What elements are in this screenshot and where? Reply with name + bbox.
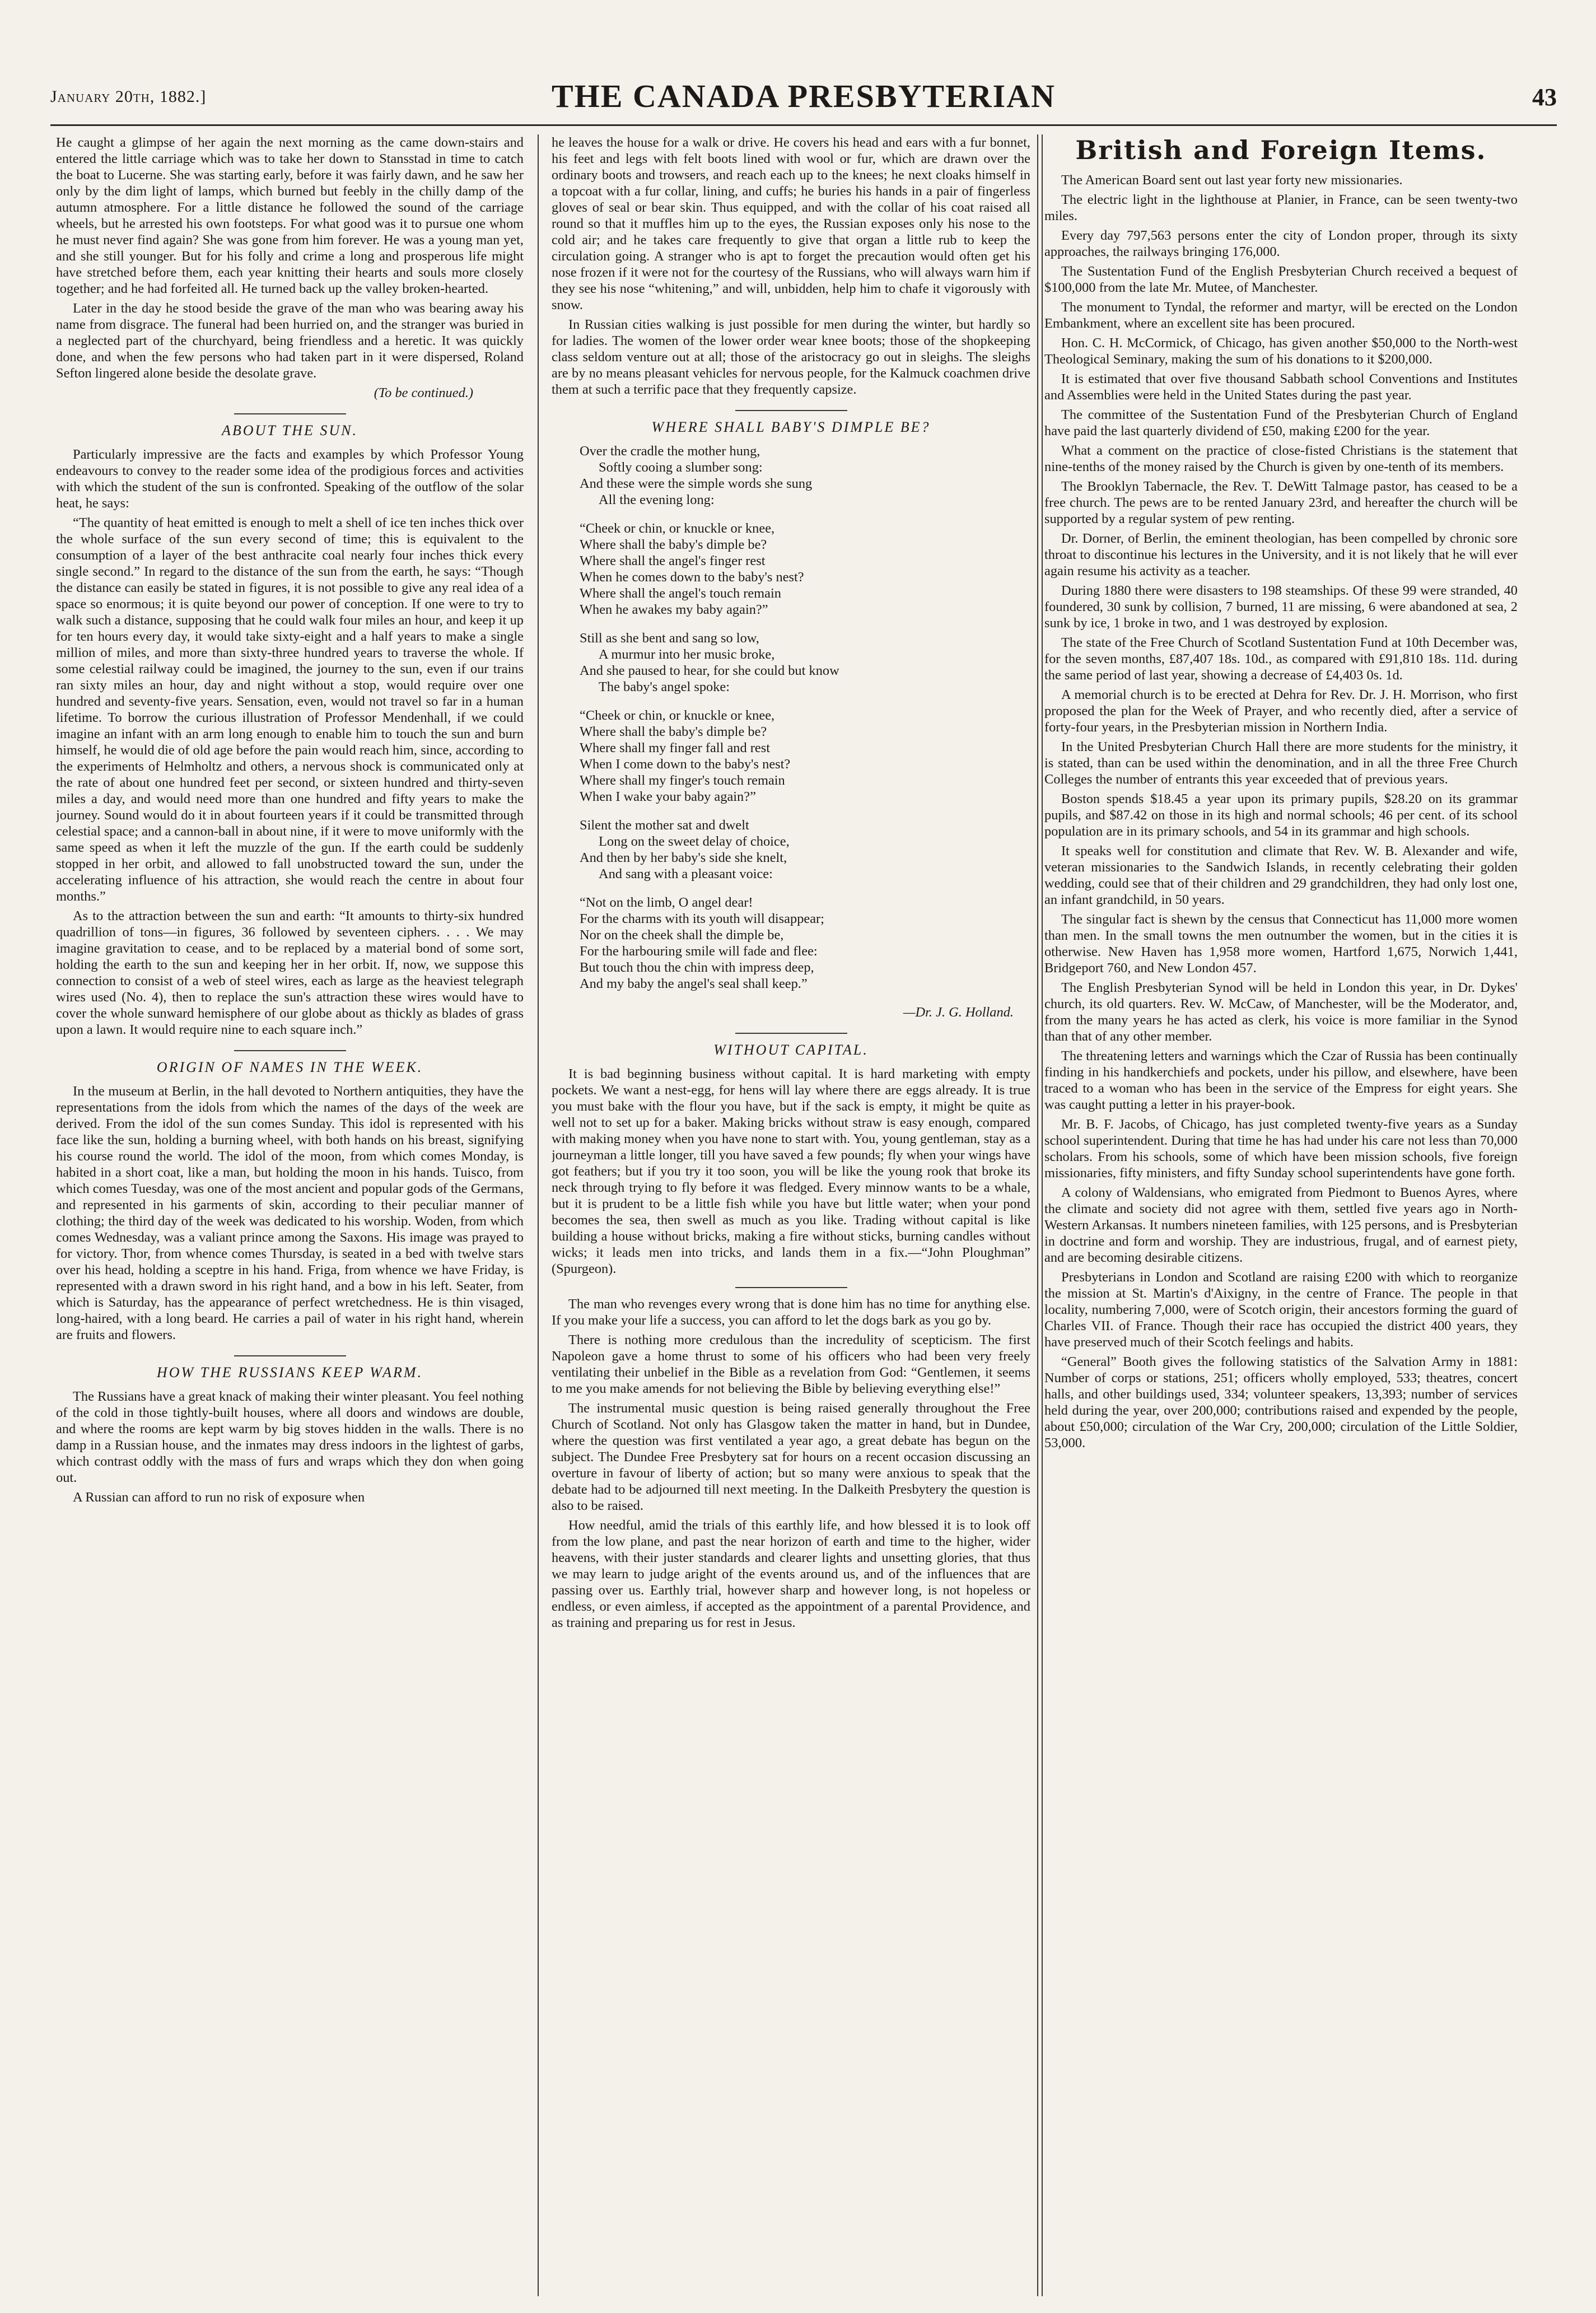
news-item: It speaks well for constitution and climate that Rev. W. B. Alexander and wife, veteran missionaries to the Sandwich Islands, in recently celebrating their golden wedding, could see that of their children and 29 grandchildren, they had only lost one, an infant grandchild, in 50 years. [1044,843,1518,907]
news-item: The committee of the Sustentation Fund of the Presbyterian Church of England have paid the last quarterly dividend of £50, making £200 for the year. [1044,407,1518,439]
poem-title: WHERE SHALL BABY'S DIMPLE BE? [552,410,1030,435]
poem-line: The baby's angel spoke: [599,679,730,694]
news-item: What a comment on the practice of close-fisted Christians is the statement that nine-tenths of the money raised by the Church is given by one-tenth of its members. [1044,443,1518,474]
page-number: 43 [1532,83,1557,111]
news-item: The electric light in the lighthouse at Planier, in France, can be seen twenty-two miles. [1044,192,1518,223]
news-item: The threatening letters and warnings which the Czar of Russia has been continually finding in his handkerchiefs and pockets, under his pillow, and elsewhere, have been traced to a woman who has been in the service of the Empress for eight years. She was caught putting a letter in his prayer-book. [1044,1048,1518,1112]
poem-stanza [580,443,1030,508]
news-item: The monument to Tyndal, the reformer and martyr, will be erected on the London Embankment, where an excellent site has been procured. [1044,300,1518,331]
page-header [50,77,1557,116]
poem-line: Long on the sweet delay of choice, [599,834,790,849]
poem-line: Where shall the baby's dimple be? [580,724,767,739]
poem-line: But touch thou the chin with impress deep, [580,960,814,975]
story-paragraph: Later in the day he stood beside the grave of the man who was bearing away his name from disgrace. The funeral had been hurried on, and the stranger was buried in a neglected part of the churchyard, being friendless and a heretic. It was quickly done, and when the few persons who had taken part in it were dispersed, Roland Sefton lingered alone beside the desolate grave. [56,301,524,381]
misc-paragraph: How needful, amid the trials of this earthly life, and how blessed it is to look off from the low plane, and past the near horizon of earth and time to the higher, wider heavens, with their juster standards and clearer lights and unsetting glories, that thus we may learn to judge aright of the events around us, and of the influences that are passing over us. Earthly trial, however sharp and however long, is not hopeless or endless, or even aimless, if accepted as the appointment of a parental Providence, and as training and preparing us for rest in Jesus. [552,1518,1030,1630]
poem-line: For the harbouring smile will fade and flee: [580,944,818,959]
misc-paragraph: The instrumental music question is being raised generally throughout the Free Church of Scotland. Not only has Glasgow taken the matter in hand, but in Dundee, where the question was first ventilated a year ago, a great debate has begun on the subject. The Dundee Free Presbytery sat for hours on a recent occasion discussing an overture in favour of liberty of action; but so many were anxious to speak that the debate had to be adjourned till next meeting. In the Dalkeith Presbytery the question is also to be raised. [552,1401,1030,1513]
poem-line: Silent the mother sat and dwelt [580,818,749,833]
poem-line: Softly cooing a slumber song: [599,460,763,475]
column-3 [1044,134,1518,2296]
poem-line: “Cheek or chin, or knuckle or knee, [580,521,775,536]
article-paragraph: The Russians have a great knack of making their winter pleasant. You feel nothing of the cold in those tightly-built houses, where all doors and windows are double, and where the rooms are kept warm by big stoves hidden in the walls. There is no damp in a Russian house, and the inmates may dress indoors in the lightest of garbs, which contrast oddly with the mass of furs and wraps which they don when going out. [56,1389,524,1485]
poem-line: For the charms with its youth will disappear; [580,911,824,926]
news-item: “General” Booth gives the following statistics of the Salvation Army in 1881: Number of corps or stations, 251; officers wholly employed, 533; theatres, concert halls, and other buildings used, 334; volunteer speakers, 13,393; number of services held during the year, over 200,000; contributions raised and expended by the people, about £50,000; circulation of the War Cry, 200,000; circulation of the Little Soldier, 53,000. [1044,1354,1518,1451]
article-paragraph: A Russian can afford to run no risk of exposure when [73,1490,365,1505]
poem-stanza [580,894,1030,992]
news-item: A colony of Waldensians, who emigrated from Piedmont to Buenos Ayres, where the climate and society did not agree with them, settled five years ago in North-Western Arkansas. It numbers nineteen families, with 125 persons, and is Presbyterian in doctrine and form and worship. They are industrious, frugal, and of earnest piety, and are becoming desirable citizens. [1044,1185,1518,1265]
misc-paragraph: There is nothing more credulous than the incredulity of scepticism. The first Napoleon gave a home thrust to some of his officers who had been very freely ventilating their unbelief in the Bible as a revelation from God: “Gentlemen, it seems to me you make amends for not believing the Bible by believing everything else!” [552,1332,1030,1396]
poem-line: And my baby the angel's seal shall keep.” [580,976,808,991]
column-divider [1037,134,1038,2296]
poem-line: Still as she bent and sang so low, [580,631,759,646]
poem-line: And then by her baby's side she knelt, [580,850,787,865]
news-item: Dr. Dorner, of Berlin, the eminent theologian, has been compelled by chronic sore throat to discontinue his lectures in the University, and it is not likely that he will ever again resume his activity as a teacher. [1044,531,1518,579]
column-1 [56,134,524,2296]
poem-line: Where shall the angel's touch remain [580,586,781,601]
article-title-week-names: ORIGIN OF NAMES IN THE WEEK. [56,1050,524,1075]
news-item: The singular fact is shewn by the census that Connecticut has 11,000 more women than men. In the small towns the men outnumber the women, but in the cities it is otherwise. New Haven has 1,958 more women, Hartford 1,675, Norwich 1,441, Bridgeport 760, and New London 457. [1044,912,1518,976]
poem-line: When I come down to the baby's nest? [580,757,791,772]
poem-stanza [580,630,1030,695]
news-item: The American Board sent out last year forty new missionaries. [1061,172,1403,188]
poem-line: And she paused to hear, for she could but know [580,663,839,678]
poem-line: And these were the simple words she sung [580,476,813,491]
section-heading-british-foreign: British and Foreign Items. [1075,135,1487,165]
news-item: Hon. C. H. McCormick, of Chicago, has given another $50,000 to the North-west Theological Seminary, making the sum of his donations to it $200,000. [1044,335,1518,367]
poem-line: “Not on the limb, O angel dear! [580,895,753,910]
poem-stanza [580,707,1030,805]
news-item: The Sustentation Fund of the English Presbyterian Church received a bequest of $100,000 from the late Mr. Mutee, of Manchester. [1044,264,1518,295]
article-paragraph: Particularly impressive are the facts and examples by which Professor Young endeavours to convey to the reader some idea of the prodigious forces and activities with which the student of the sun is confronted. Speaking of the outflow of the solar heat, he says: [56,447,524,511]
article-title-about-sun: ABOUT THE SUN. [56,413,524,439]
news-item: Presbyterians in London and Scotland are raising £200 with which to reorganize the mission at St. Martin's d'Aixigny, in the centre of France. The people in that locality, numbering 7,000, were of Scotch origin, their ancestors forming the guard of Charles VII. of France. Though their race has occupied the district 400 years, they have preserved much of their Scotch feelings and habits. [1044,1270,1518,1350]
poem-stanza [580,817,1030,882]
article-paragraph: he leaves the house for a walk or drive. He covers his head and ears with a fur bonnet, his feet and legs with felt boots lined with wool or fur, which are drawn over the ordinary boots and trowsers, and reach each up to the knees; he next cloaks himself in a topcoat with a fur collar, lining, and cuffs; he buries his hands in a pair of fingerless gloves of seal or bear skin. Thus equipped, and with the collar of his coat raised all round so that it muffles him up to the eyes, the Russian exposes only his nose to the cold air; and he takes care frequently to give that organ a little rub to keep the circulation going. A stranger who is apt to forget the precaution would often get his nose frozen if it were not for the courtesy of the Russians, who will always warn him if they see his nose “whitening,” and will, unbidden, help him to chafe it vigorously with snow. [552,135,1030,313]
poem-line: Where shall the angel's finger rest [580,553,766,568]
poem-line: All the evening long: [599,492,715,507]
misc-paragraph: The man who revenges every wrong that is done him has no time for anything else. If you make your life a success, you can afford to let the dogs bark as you go by. [552,1297,1030,1328]
news-item: Every day 797,563 persons enter the city of London proper, through its sixty approaches, the railways bringing 176,000. [1044,228,1518,259]
article-paragraph: As to the attraction between the sun and earth: “It amounts to thirty-six hundred quadrillion of tons—in figures, 36 followed by seventeen ciphers. . . . We may imagine gravitation to cease, and to be replaced by a material bond of some sort, holding the earth to the sun and keeping her in her orbit. If, now, we suppose this connection to consist of a web of steel wires, each as large as the heaviest telegraph wires used (No. 4), then to replace the sun's attraction these wires would have to cover the whole sunward hemisphere of our globe about as thickly as blades of grass upon a lawn. It would require nine to each square inch.” [56,908,524,1037]
article-paragraph: In Russian cities walking is just possible for men during the winter, but hardly so for ladies. The women of the lower order wear knee boots; those of the shopkeeping class seldom venture out at all; those of the aristocracy go out in sleighs. The sleighs are by no means pleasant vehicles for nervous people, for the Kalmuck coachmen drive them at such a terrific pace that they frequently capsize. [552,317,1030,397]
poem-line: “Cheek or chin, or knuckle or knee, [580,708,775,723]
column-divider [538,134,539,2296]
poem [580,443,1030,992]
news-item: The state of the Free Church of Scotland Sustentation Fund at 10th December was, for the seven months, £87,407 18s. 10d., as compared with £91,810 18s. 11d. during the same period of last year, showing a decrease of £4,403 0s. 1d. [1044,635,1518,683]
news-item: Boston spends $18.45 a year upon its primary pupils, $28.20 on its grammar pupils, and $87.42 on those in its high and normal schools; 46 per cent. of its school population are in its primary schools, and 54 in its grammar and high schools. [1044,791,1518,839]
column-divider [1042,134,1043,2296]
news-item: A memorial church is to be erected at Dehra for Rev. Dr. J. H. Morrison, who first proposed the plan for the Week of Prayer, and who recently died, after a service of forty-four years, in the Presbyterian mission in Northern India. [1044,687,1518,735]
story-paragraph: He caught a glimpse of her again the next morning as the came down-stairs and entered the little carriage which was to take her down to Stansstad in time to catch the boat to Lucerne. She was starting early, before it was fairly dawn, and he saw her only by the dim light of lamps, which burned but feebly in the chilly damp of the autumn atmosphere. For a little distance he followed the sound of the carriage wheels, but he arrested his own footsteps. For what good was it to pursue one whom he must never find again? She was gone from him forever. He was a young man yet, and she still younger. But for his folly and crime a long and prosperous life might have stretched before them, each year knitting their hearts and souls more closely together; and he had forfeited all. He turned back up the valley broken-hearted. [56,135,524,296]
article-paragraph: It is bad beginning business without capital. It is hard marketing with empty pockets. We want a nest-egg, for hens will lay where there are eggs already. It is true you must bake with the flour you have, but if the sack is empty, it might be quite as well not to set up for a baker. Making bricks without straw is easy enough, compared with making money when you have none to start with. You, young gentleman, stay as a journeyman a little longer, till you have saved a few pounds; fly when your wings have got feathers; but if you try it too soon, you will be like the young rook that broke its neck through trying to fly before it was fledged. Every minnow wants to be a whale, but it is prudent to be a little fish while you have but little water; when your pond becomes the sea, then swell as much as you like. Trading without capital is like building a house without bricks, making a fire without sticks, burning candles without wicks; it leads men into tricks, and lands them in a fix.—“John Ploughman” (Spurgeon). [552,1066,1030,1276]
news-item: In the United Presbyterian Church Hall there are more students for the ministry, it is stated, than can be used within the denomination, and in all the three Free Church Colleges the number of entrants this year exceeded that of previous years. [1044,739,1518,787]
poem-line: When he awakes my baby again?” [580,602,768,617]
news-item: Mr. B. F. Jacobs, of Chicago, has just completed twenty-five years as a Sunday school superintendent. During that time he has had under his care not less than 70,000 scholars. From his schools, some of which have been mission schools, five foreign missionaries, fifty ministers, and fifty Sunday school superintendents have gone forth. [1044,1117,1518,1181]
article-title-russians-warm: HOW THE RUSSIANS KEEP WARM. [56,1355,524,1381]
section-separator [735,1287,847,1288]
poem-signature: —Dr. J. G. Holland. [903,1005,1014,1020]
poem-line: And sang with a pleasant voice: [599,866,773,882]
poem-line: Where shall the baby's dimple be? [580,537,767,552]
article-paragraph: In the museum at Berlin, in the hall devoted to Northern antiquities, they have the representations from the idols from which the names of the days of the week are derived. From the idol of the sun comes Sunday. This idol is represented with his face like the sun, holding a burning wheel, with both hands on his breast, signifying his course round the world. The idol of the moon, from which comes Monday, is habited in a short coat, like a man, but holding the moon in his hands. Tuisco, from which comes Tuesday, was one of the most ancient and popular gods of the Germans, and represented in his garments of skin, according to their peculiar manner of clothing; the third day of the week was dedicated to his worship. Woden, from which comes Wednesday, was a valiant prince among the Saxons. His image was prayed to for victory. Thor, from whence comes Thursday, is seated in a bed with twelve stars over his head, holding a sceptre in his hand. Friga, from whence we have Friday, is represented with a drawn sword in his right hand, and a bow in his left. Seater, from which is Saturday, has the appearance of perfect wretchedness. He is thin visaged, long-haired, with a long beard. He carries a pail of water in his right hand, wherein are fruits and flowers. [56,1084,524,1342]
poem-line: When he comes down to the baby's nest? [580,570,804,585]
to-be-continued: (To be continued.) [374,385,473,400]
poem-line: Nor on the cheek shall the dimple be, [580,927,784,943]
article-paragraph: “The quantity of heat emitted is enough to melt a shell of ice ten inches thick over the whole surface of the sun every second of time; this is equivalent to the consumption of a layer of the best anthracite coal nearly four inches thick every single second.” In regard to the distance of the sun from the earth, he says: “Though the distance can easily be stated in figures, it is not possible to give any real idea of a space so enormous; it is quite beyond our power of conception. If one were to try to walk such a distance, supposing that he could walk four miles an hour, and keep it up for ten hours every day, it would take sixty-eight and a half years to make a single million of miles, and more than sixty-three hundred years to traverse the whole. If some celestial railway could be imagined, the journey to the sun, even if our trains ran sixty miles an hour, day and night without a stop, would require over one hundred and seventy-five years. Sensation, even, would not travel so far in a human lifetime. To borrow the curious illustration of Professor Mendenhall, if we could imagine an infant with an arm long enough to enable him to touch the sun and burn himself, he would die of old age before the pain would reach him, since, according to the experiments of Helmholtz and others, a nervous shock is communicated only at the rate of about one hundred feet per second, or sixteen hundred and thirty-seven miles a day, and would need more than one hundred and fifty years to make the journey. Sound would do it in about fourteen years if it could be transmitted through celestial space; and a cannon-ball in about nine, if it were to move uniformly with the same speed as when it left the muzzle of the gun. If the earth could be suddenly stopped in her orbit, and allowed to fall unobstructed toward the sun, under the accelerating influence of his attraction, she would reach the centre in about four months.” [56,515,524,904]
poem-line: When I wake your baby again?” [580,789,756,804]
column-2 [552,134,1030,2296]
poem-line: Where shall my finger's touch remain [580,773,785,788]
news-item: The English Presbyterian Synod will be held in London this year, in Dr. Dykes' church, its old quarters. Rev. W. McCaw, of Manchester, will be the Moderator, and, from the many years he has acted as clerk, his voice is more familiar in the Synod than that of any other member. [1044,980,1518,1044]
poem-line: Over the cradle the mother hung, [580,444,760,459]
issue-date: January 20th, 1882.] [50,87,207,106]
news-item: The Brooklyn Tabernacle, the Rev. T. DeWitt Talmage pastor, has ceased to be a free church. The pews are to be rented January 23rd, and hereafter the church will be supported by a regular system of pew renting. [1044,479,1518,526]
poem-line: A murmur into her music broke, [599,647,775,662]
masthead-title: THE CANADA PRESBYTERIAN [551,78,1056,114]
news-item: It is estimated that over five thousand Sabbath school Conventions and Institutes and Assemblies were held in the United States during the past year. [1044,371,1518,403]
poem-line: Where shall my finger fall and rest [580,740,770,756]
header-rule [50,124,1557,126]
poem-stanza [580,520,1030,618]
article-title-without-capital: WITHOUT CAPITAL. [552,1033,1030,1058]
news-item: During 1880 there were disasters to 198 steamships. Of these 99 were stranded, 40 foundered, 30 sunk by collision, 7 burned, 11 are missing, 6 were abandoned at sea, 2 sunk by ice, 1 broke in two, and 1 was destroyed by explosion. [1044,583,1518,631]
